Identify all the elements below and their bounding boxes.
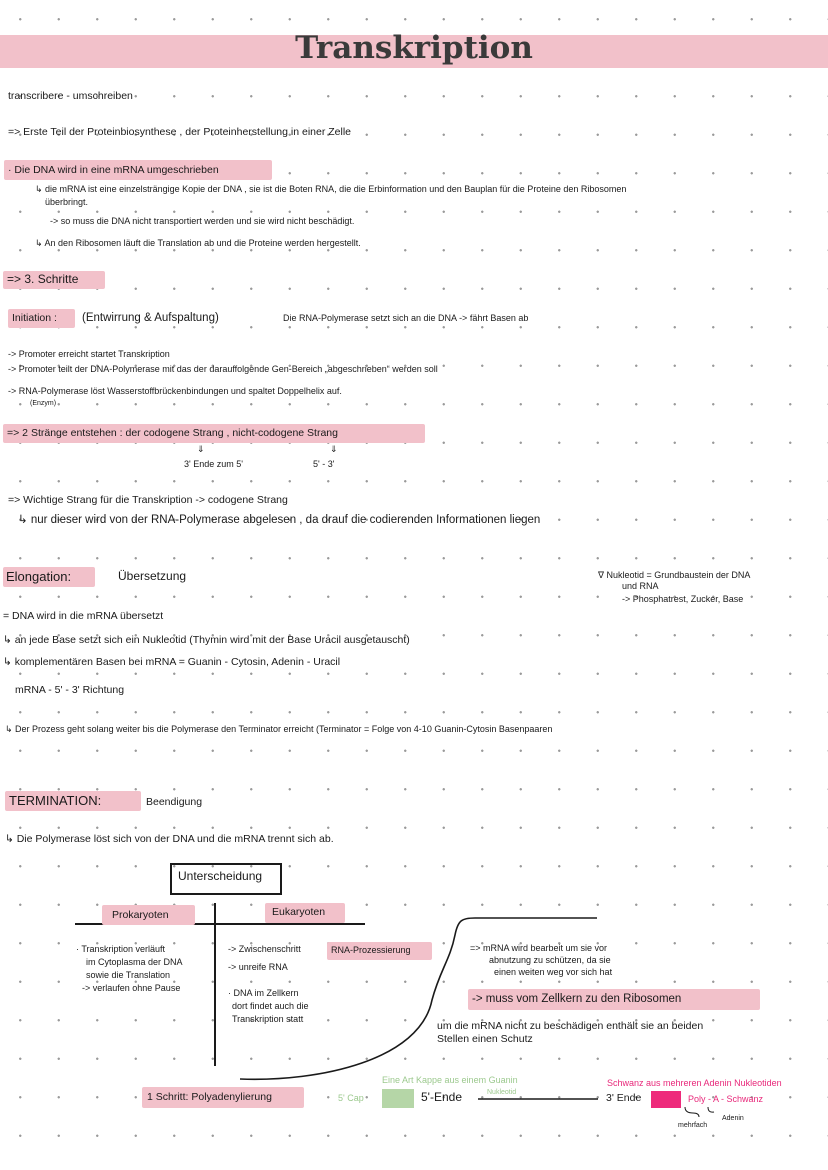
note-line: einen weiten weg vor sich hat [494, 967, 613, 977]
elongation-point: ↳ komplementären Basen bei mRNA = Guanin - Cytosin, Adenin - Uracil [3, 656, 341, 668]
noncodogene-direction: 5' - 3' [313, 459, 335, 469]
euk-line: Transkription statt [232, 1014, 304, 1024]
initiation-point: -> Promoter erreicht startet Transkription [8, 349, 170, 359]
note-line: => mRNA wird bearbeit um sie vor [470, 943, 608, 953]
initiation-subtitle: (Entwirrung & Aufspaltung) [82, 312, 219, 324]
codogene-direction: 3' Ende zum 5' [184, 459, 243, 469]
euk-processing: RNA-Prozessierung [331, 945, 411, 955]
definition: => Erste Teil der Proteinbiosynthese , der Proteinherstellung in einer Zelle [8, 126, 351, 138]
elongation-point: ↳ Der Prozess geht solang weiter bis die Polymerase den Terminator erreicht (Terminator = Folge von 4-10 Guanin-Cytosin Basenpaaren [5, 724, 553, 734]
important: ↳ nur dieser wird von der RNA-Polymerase abgelesen , da drauf die codierenden Informationen liegen [18, 514, 541, 526]
cap-label: 5' Cap [338, 1093, 364, 1103]
key-point: · Die DNA wird in eine mRNA umgeschrieben [8, 164, 219, 176]
protect-line: um die mRNA nicht zu beschädigen enthält sie an beiden [437, 1020, 704, 1032]
protect-line: Stellen einen Schutz [437, 1033, 533, 1045]
comparison-title: Unterscheidung [178, 869, 263, 883]
euk-line: · DNA im Zellkern [228, 988, 299, 998]
steps-heading: => 3. Schritte [7, 272, 79, 286]
five-end: 5'-Ende [421, 1090, 462, 1104]
cap-swatch [382, 1089, 414, 1108]
page-title: Transkription [295, 30, 533, 66]
tail-note: Schwanz aus mehreren Adenin Nukleotiden [607, 1078, 782, 1088]
three-end: 3' Ende [606, 1092, 642, 1104]
termination-point: ↳ Die Polymerase löst sich von der DNA und die mRNA trennt sich ab. [5, 833, 334, 845]
prok-line: im Cytoplasma der DNA [86, 957, 183, 967]
initiation-label: Initiation : [12, 312, 57, 324]
cap-note: Nukleotid [487, 1089, 517, 1096]
etymology: transcribere - umschreiben [8, 90, 133, 102]
prokaryoten-heading: Prokaryoten [112, 909, 169, 921]
elongation-point: mRNA - 5' - 3' Richtung [15, 684, 125, 696]
initiation-summary: Die RNA-Polymerase setzt sich an die DNA -> fährt Basen ab [283, 313, 529, 323]
cap-note: Eine Art Kappe aus einem Guanin [382, 1075, 518, 1085]
side-note: und RNA [622, 581, 659, 591]
detail: ↳ An den Ribosomen läuft die Translation ab und die Proteine werden hergestellt. [35, 238, 361, 248]
enzyme-note: (Enzym) [30, 400, 57, 407]
elongation-point: ↳ an jede Base setzt sich ein Nukleotid (Thymin wird mit der Base Uracil ausgetauscht) [3, 634, 410, 646]
eukaryoten-heading: Eukaryoten [272, 906, 326, 918]
initiation-point: -> Promoter teilt der DNA-Polymerase mit das der darauffolgende Gen-Bereich „abgeschrieben“ werden soll [8, 364, 438, 374]
note-highlight: -> muss vom Zellkern zu den Ribosomen [472, 993, 682, 1005]
side-note: ∇ Nukleotid = Grundbaustein der DNA [598, 570, 751, 580]
processing-step: 1 Schritt: Polyadenylierung [147, 1091, 272, 1103]
tail-swatch [651, 1091, 681, 1108]
termination-subtitle: Beendigung [146, 796, 203, 808]
elongation-label: Elongation: [6, 569, 72, 584]
side-note: -> Phosphatrest, Zucker, Base [622, 594, 744, 604]
prok-line: sowie die Translation [86, 970, 171, 980]
elongation-point: = DNA wird in die mRNA übersetzt [3, 610, 164, 622]
detail: ↳ die mRNA ist eine einzelsträngige Kopie der DNA , sie ist die Boten RNA, die die Erbinformation und den Bauplan für die Proteine den Ribosomen [35, 184, 627, 194]
prok-line: -> verlaufen ohne Pause [82, 983, 181, 993]
termination-label: TERMINATION: [9, 793, 102, 808]
tail-multi: mehrfach [678, 1122, 708, 1129]
tail-label: Poly - A - Schwanz [688, 1094, 764, 1104]
prok-line: · Transkription verläuft [76, 944, 166, 954]
detail: -> so muss die DNA nicht transportiert werden und sie wird nicht beschädigt. [50, 216, 355, 226]
tail-adenin: Adenin [722, 1115, 744, 1122]
important: => Wichtige Strang für die Transkription -> codogene Strang [8, 494, 288, 506]
euk-unripe: -> unreife RNA [228, 962, 288, 972]
note-line: abnutzung zu schützen, da sie [489, 955, 611, 965]
elongation-subtitle: Übersetzung [118, 569, 187, 583]
strands: => 2 Stränge entstehen : der codogene Strang , nicht-codogene Strang [7, 427, 338, 439]
initiation-point: -> RNA-Polymerase löst Wasserstoffbrückenbindungen und spaltet Doppelhelix auf. [8, 386, 342, 396]
euk-step: -> Zwischenschritt [228, 944, 301, 954]
arrow-down-icon: ⇓ [197, 444, 205, 454]
arrow-down-icon: ⇓ [330, 444, 338, 454]
detail: überbringt. [45, 197, 89, 207]
euk-line: dort findet auch die [232, 1001, 309, 1011]
